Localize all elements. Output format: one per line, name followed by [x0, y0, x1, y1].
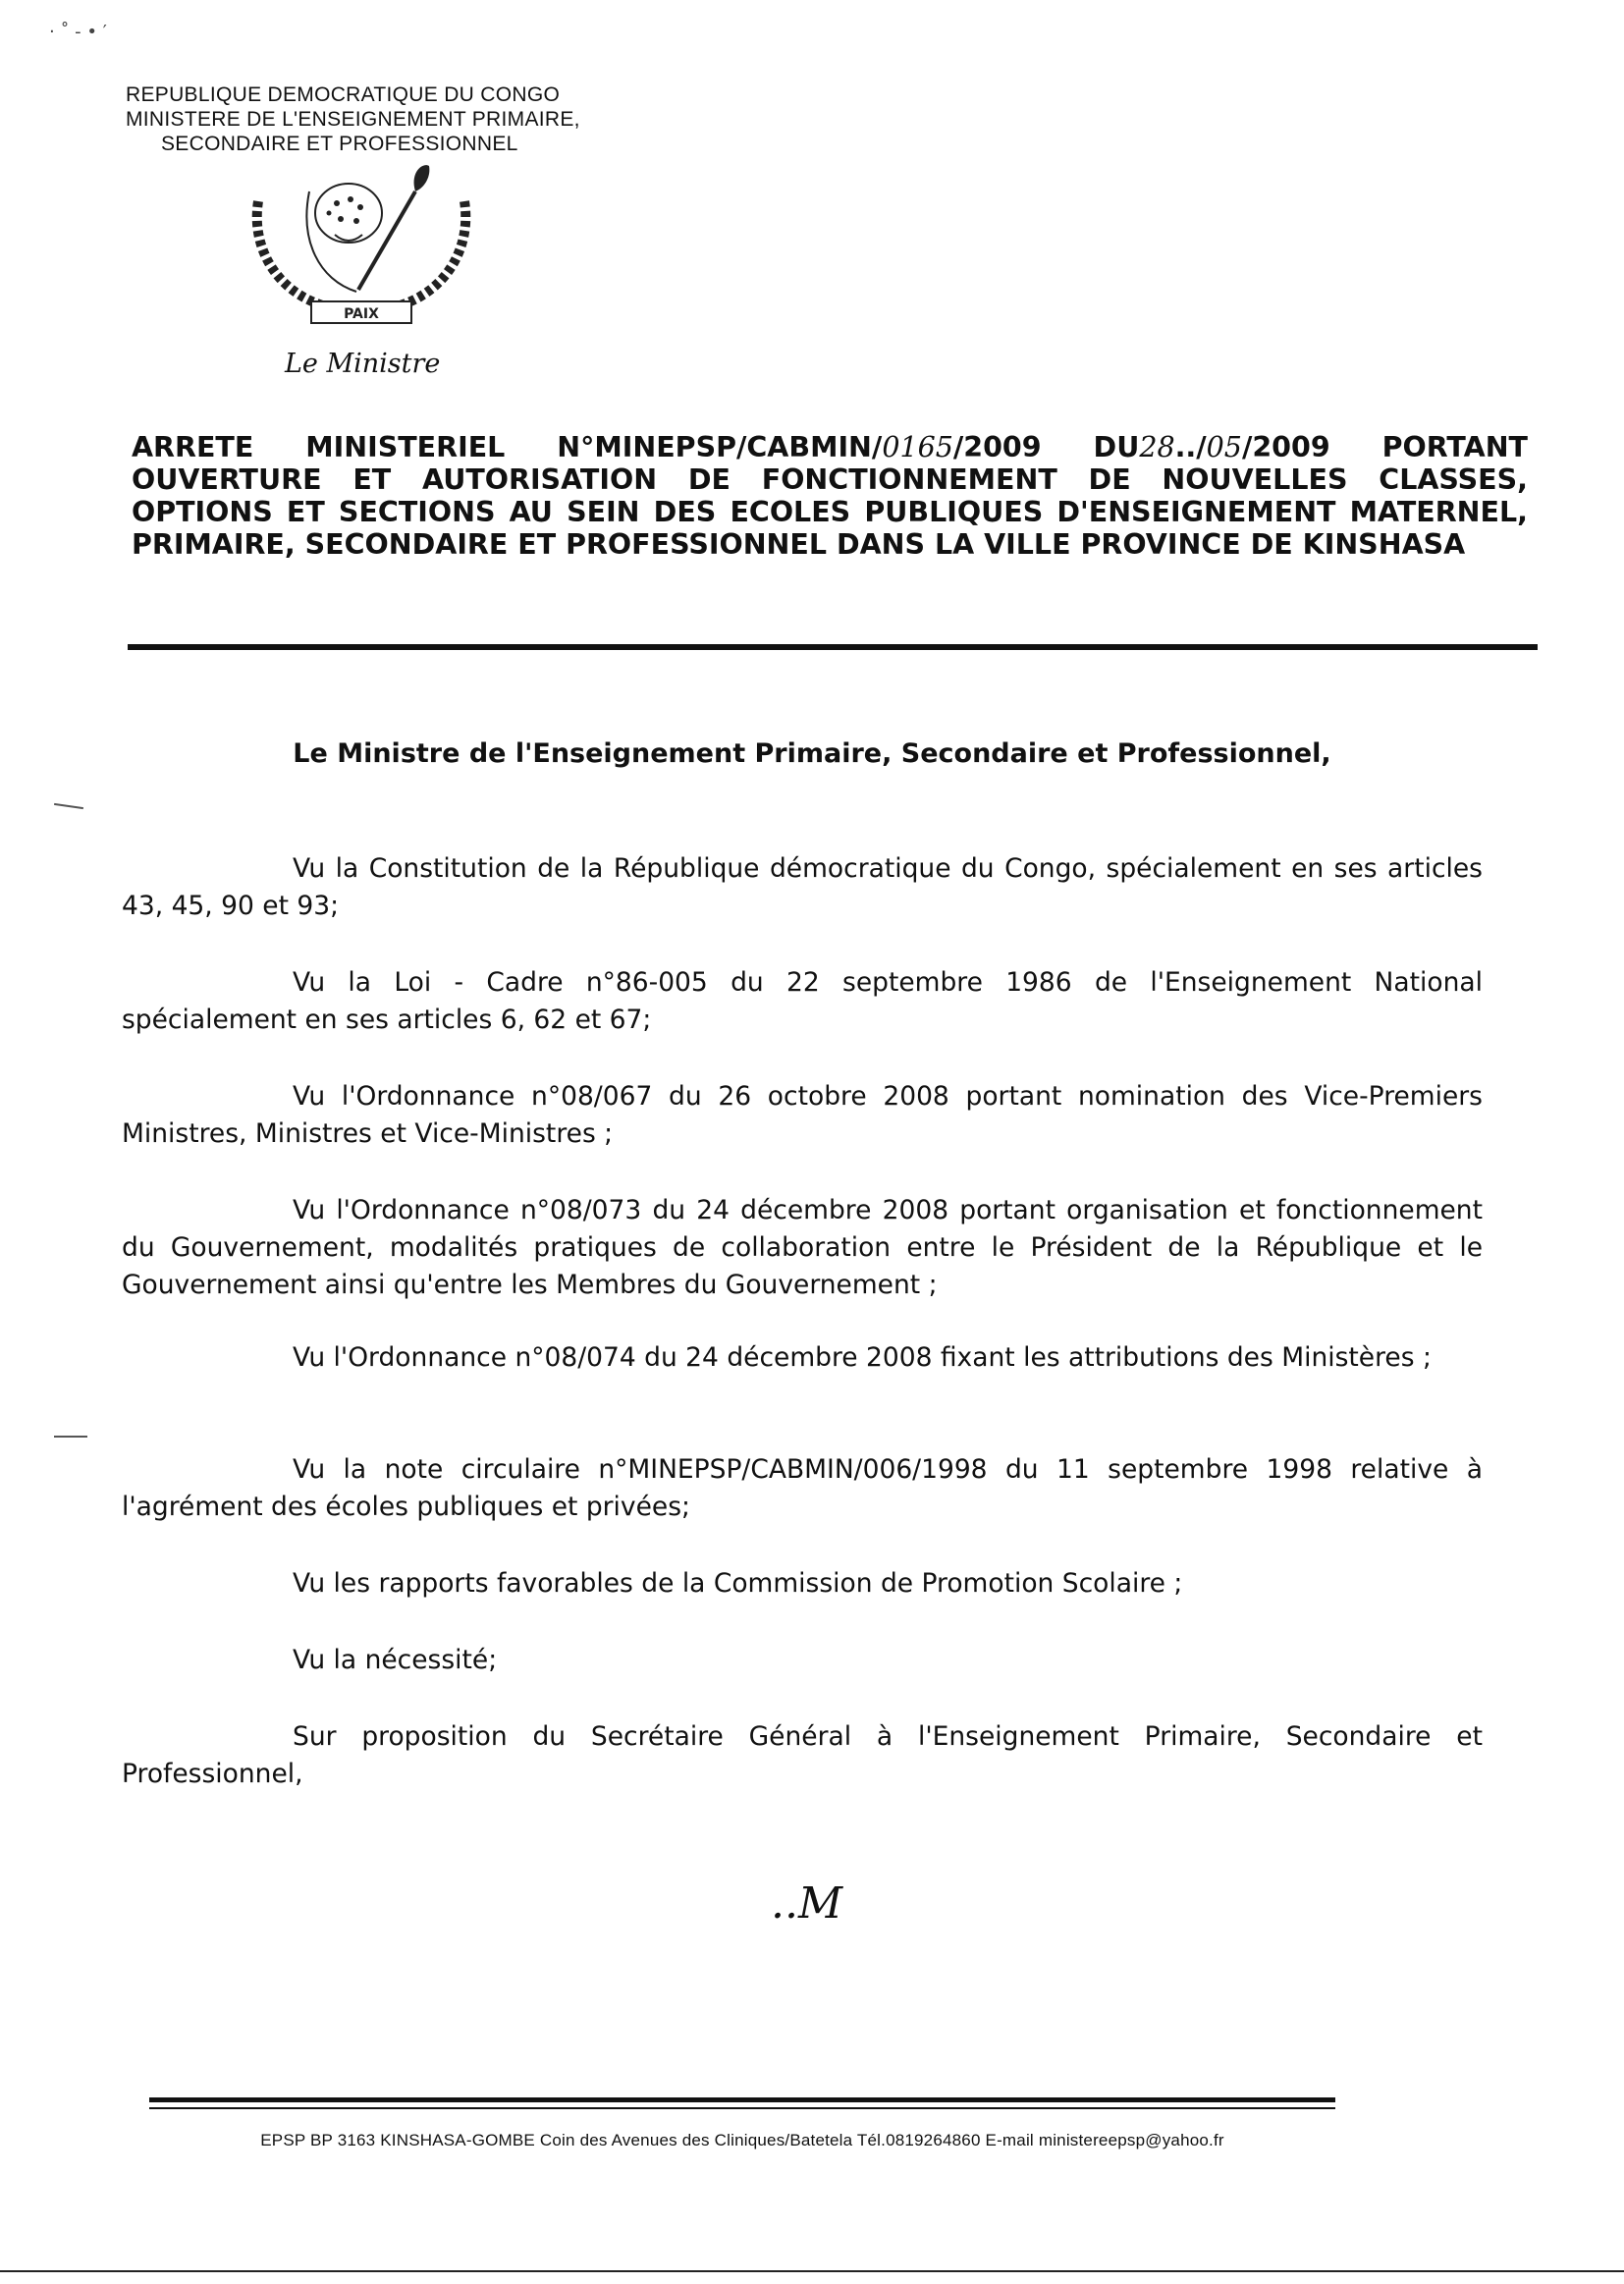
paragraph-text: Sur proposition du Secrétaire Général à l'Enseignement Primaire, Secondaire et Professionnel,: [122, 1721, 1483, 1789]
page-bottom-line: [0, 2270, 1624, 2272]
title-sep: ../: [1174, 431, 1207, 463]
title-part1: ARRETE MINISTERIEL N°MINEPSP/CABMIN/: [132, 431, 883, 463]
paragraph-text: Vu l'Ordonnance n°08/073 du 24 décembre 2008 portant organisation et fonctionnement du Gouvernement, modalités pratiques de collaboration entre le Président de la République et le Gouvernement ainsi qu'entre les Membres du Gouvernement ;: [122, 1195, 1483, 1300]
handwritten-decree-number: 0165: [882, 431, 953, 463]
footer-divider-thin: [149, 2107, 1335, 2109]
minister-heading: Le Ministre de l'Enseignement Primaire, Secondaire et Professionnel,: [293, 738, 1331, 769]
paragraph-constitution: [122, 850, 1483, 925]
paragraph-ordonnance-067: [122, 1078, 1483, 1153]
handwritten-day: 28: [1139, 431, 1175, 463]
footer-divider-thick: [149, 2097, 1335, 2102]
paragraph-ordonnance-073: [122, 1192, 1483, 1304]
emblem-banner-text: PAIX: [344, 306, 379, 322]
footer-address: EPSP BP 3163 KINSHASA-GOMBE Coin des Avenues des Cliniques/Batetela Tél.0819264860 E-mail ministereepsp@yahoo.fr: [260, 2131, 1224, 2149]
paragraph-text: Vu les rapports favorables de la Commission de Promotion Scolaire ;: [293, 1568, 1183, 1599]
paragraph-necessite: [122, 1642, 1483, 1679]
letterhead: [126, 82, 580, 156]
coat-of-arms-emblem: [241, 162, 481, 334]
paragraph-rapports: [122, 1565, 1483, 1603]
paragraph-text: Vu la Loi - Cadre n°86-005 du 22 septembre 1986 de l'Enseignement National spécialement en ses articles 6, 62 et 67;: [122, 967, 1483, 1035]
letterhead-country: REPUBLIQUE DEMOCRATIQUE DU CONGO: [126, 83, 561, 106]
letterhead-ministry: MINISTERE DE L'ENSEIGNEMENT PRIMAIRE,: [126, 108, 580, 131]
paragraph-proposition: [122, 1718, 1483, 1793]
handwritten-initials: ..M: [771, 1878, 843, 1929]
scan-artifact: [54, 1436, 87, 1438]
minister-label: Le Ministre: [285, 349, 441, 379]
paragraph-text: Vu la nécessité;: [293, 1645, 498, 1675]
letterhead-ministry-cont: SECONDAIRE ET PROFESSIONNEL: [161, 133, 518, 155]
paragraph-text: Vu l'Ordonnance n°08/074 du 24 décembre 2008 fixant les attributions des Ministères ;: [293, 1342, 1432, 1373]
paragraph-note-circulaire: [122, 1451, 1483, 1526]
paragraph-text: Vu la Constitution de la République démocratique du Congo, spécialement en ses articles 43, 45, 90 et 93;: [122, 853, 1483, 921]
paragraph-text: Vu la note circulaire n°MINEPSP/CABMIN/006/1998 du 11 septembre 1998 relative à l'agrément des écoles publiques et privées;: [122, 1454, 1483, 1522]
title-part2: /2009 DU: [952, 431, 1140, 463]
title-divider: [128, 644, 1538, 650]
paragraph-text: Vu l'Ordonnance n°08/067 du 26 octobre 2008 portant nomination des Vice-Premiers Ministres, Ministres et Vice-Ministres ;: [122, 1081, 1483, 1149]
paragraph-loi-cadre: [122, 964, 1483, 1039]
decree-title: [132, 431, 1528, 561]
paragraph-ordonnance-074: [122, 1339, 1483, 1377]
scan-artifact: ⋅ ˚ - • ′: [49, 22, 107, 42]
scan-artifact: [54, 803, 83, 809]
title-part3: /2009 PORTANT OUVERTURE ET AUTORISATION DE FONCTIONNEMENT DE NOUVELLES CLASSES, OPTIONS ET SECTIONS AU SEIN DES ECOLES PUBLIQUES D'ENSEIGNEMENT MATERNEL, PRIMAIRE, SECONDAIRE ET PROFESSIONNEL DANS LA VILLE PROVINCE DE KINSHASA: [132, 431, 1528, 561]
handwritten-month: 05: [1206, 431, 1242, 463]
